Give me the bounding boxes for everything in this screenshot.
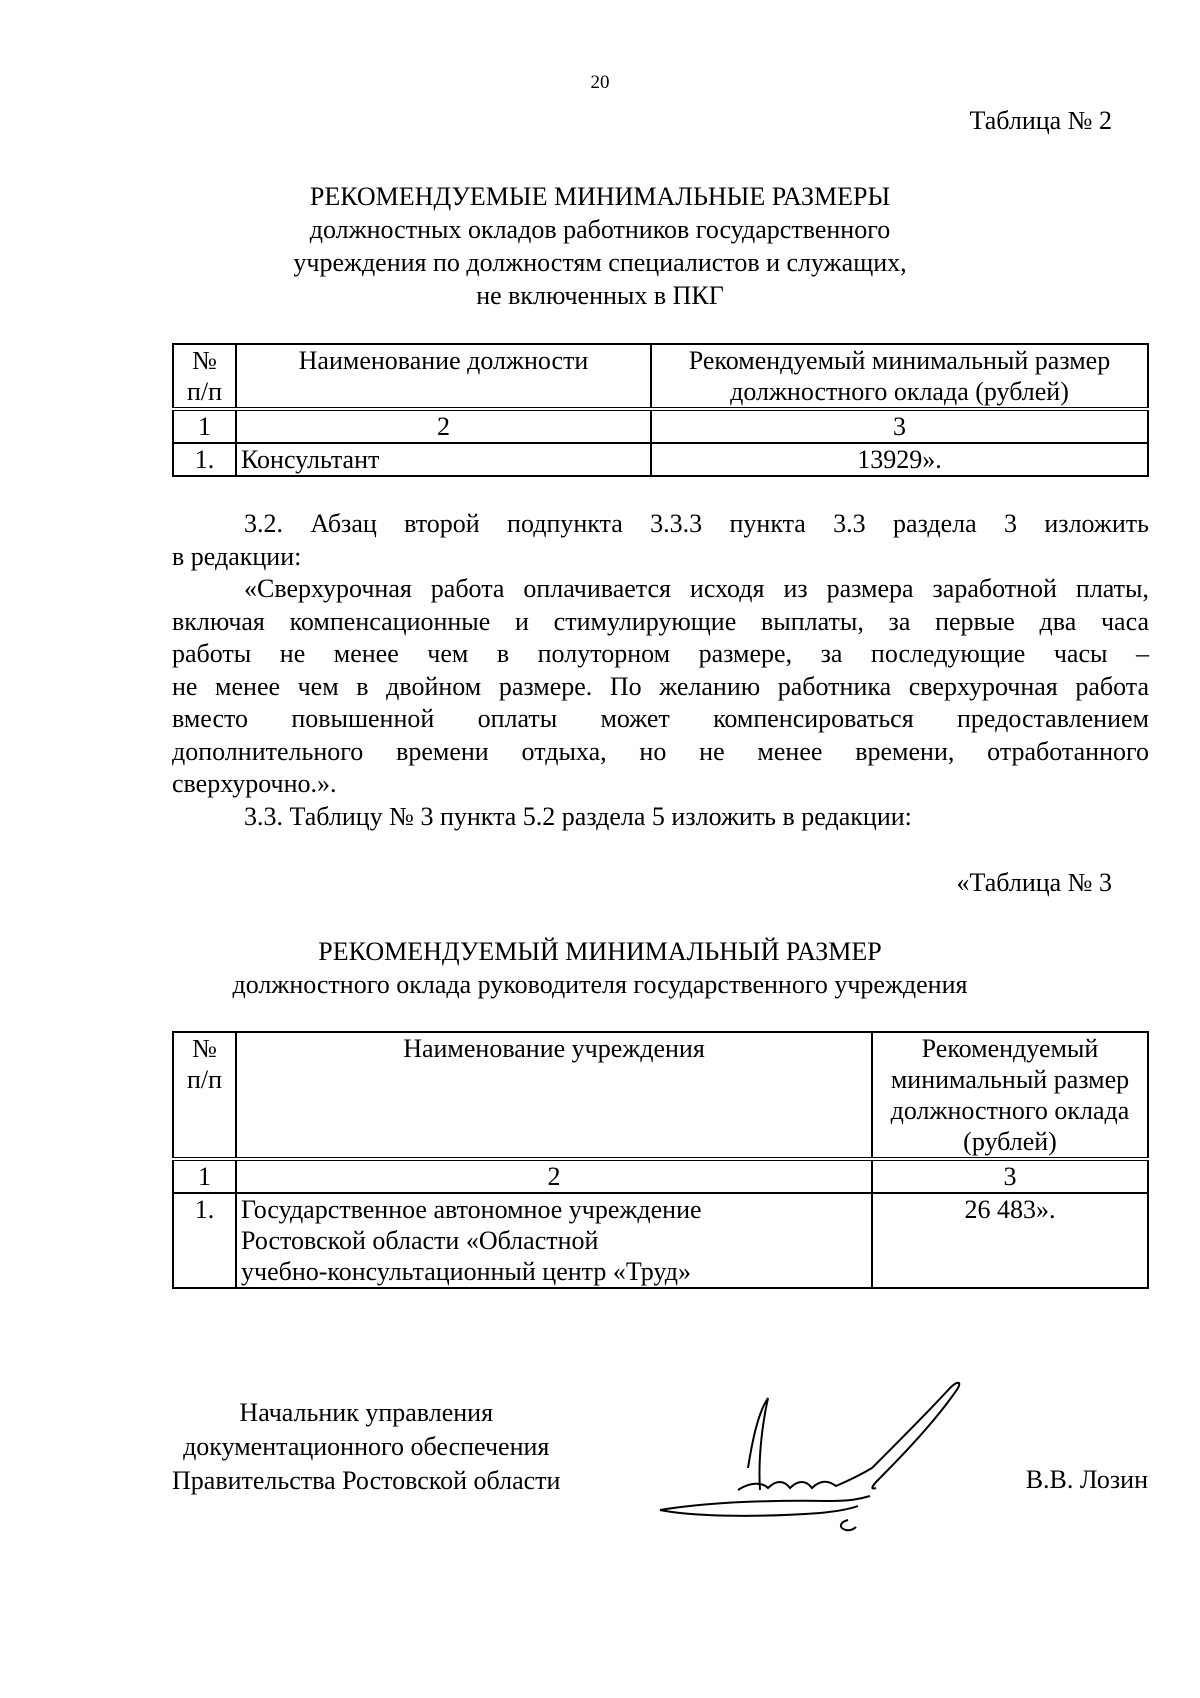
table-row	[173, 443, 1148, 476]
table3-header-row	[173, 1032, 1148, 1159]
table-col-number: 1	[173, 1159, 236, 1193]
institution-name-line: Ростовской области «Областной	[241, 1226, 599, 1255]
header-salary-line: минимальный размер	[890, 1065, 1130, 1094]
table3-header-num	[173, 1032, 236, 1159]
table2-header-num	[173, 344, 236, 409]
row-position-name: Консультант	[236, 443, 651, 476]
table3-heading-line: РЕКОМЕНДУЕМЫЙ МИНИМАЛЬНЫЙ РАЗМЕР	[318, 937, 882, 966]
table3	[172, 1031, 1149, 1289]
quote-line: включая компенсационные и стимулирующие выплаты, за первые два часа	[172, 606, 1149, 636]
table2-caption: Таблица № 2	[969, 106, 1112, 135]
table2-heading-line: учреждения по должностям специалистов и служащих,	[293, 248, 907, 277]
table2-heading-line: не включенных в ПКГ	[476, 281, 724, 310]
quote-line: не менее чем в двойном размере. По желанию работника сверхурочная работа	[172, 671, 1149, 701]
page-number: 20	[590, 72, 610, 93]
table-col-number: 1	[173, 409, 236, 443]
row-num: 1.	[173, 1193, 236, 1288]
quote-line: дополнительного времени отдыха, но не менее времени, отработанного	[172, 736, 1149, 766]
header-num-abbr: п/п	[186, 1065, 223, 1094]
table-col-number: 3	[651, 409, 1148, 443]
signer-position-line: документационного обеспечения	[183, 1432, 550, 1461]
institution-name-line: Государственное автономное учреждение	[241, 1195, 702, 1224]
paragraph-3-3: 3.3. Таблицу № 3 пункта 5.2 раздела 5 изложить в редакции:	[244, 801, 912, 831]
signer-name: В.В. Лозин	[1025, 1465, 1148, 1494]
handwritten-signature	[650, 1370, 990, 1545]
table2-colnum-row	[173, 409, 1148, 443]
table2-header-row	[173, 344, 1148, 409]
table3-heading-line: должностного оклада руководителя государственного учреждения	[232, 970, 968, 999]
row-num: 1.	[173, 443, 236, 476]
header-salary-line: Рекомендуемый	[921, 1034, 1099, 1063]
signer-position	[172, 1396, 560, 1498]
table2-heading-line: РЕКОМЕНДУЕМЫЕ МИНИМАЛЬНЫЕ РАЗМЕРЫ	[309, 182, 891, 211]
header-num-abbr: п/п	[186, 377, 223, 406]
body-paragraphs	[172, 508, 1149, 833]
row-institution-name	[236, 1193, 872, 1288]
header-salary-line: Рекомендуемый минимальный размер	[688, 346, 1111, 375]
header-salary-line: (рублей)	[963, 1127, 1057, 1156]
signer-position-line: Начальник управления	[239, 1398, 494, 1427]
table2-header-name: Наименование должности	[236, 344, 651, 409]
header-num-symbol: №	[192, 346, 217, 375]
table3-colnum-row	[173, 1159, 1148, 1193]
table-col-number: 2	[236, 409, 651, 443]
institution-name-line: учебно-консультационный центр «Труд»	[241, 1257, 691, 1286]
quote-line: работы не менее чем в полуторном размере, за последующие часы –	[172, 639, 1149, 668]
header-salary-line: должностного оклада (рублей)	[730, 377, 1069, 406]
paragraph-3-2-line: в редакции:	[172, 541, 302, 571]
table2-heading	[0, 180, 1200, 312]
table2-header-salary	[651, 344, 1148, 409]
table3-heading	[0, 935, 1200, 1001]
quote-line: сверхурочно.».	[172, 769, 337, 798]
header-salary-line: должностного оклада	[890, 1096, 1130, 1125]
quote-line: вместо повышенной оплаты может компенсироваться предоставлением	[172, 704, 1149, 733]
quote-line: «Сверхурочная работа оплачивается исходя из размера заработной платы,	[244, 574, 1149, 603]
table-col-number: 3	[872, 1159, 1148, 1193]
row-salary: 26 483».	[872, 1193, 1148, 1288]
signer-position-line: Правительства Ростовской области	[172, 1466, 561, 1495]
table3-header-name: Наименование учреждения	[236, 1032, 872, 1159]
table3-caption: «Таблица № 3	[956, 868, 1112, 897]
row-salary: 13929».	[651, 443, 1148, 476]
header-num-symbol: №	[192, 1034, 217, 1063]
paragraph-3-2-line: 3.2. Абзац второй подпункта 3.3.3 пункта 3.3 раздела 3 изложить	[244, 509, 1149, 538]
table2	[172, 343, 1149, 477]
table3-header-salary	[872, 1032, 1148, 1159]
table2-heading-line: должностных окладов работников государственного	[309, 215, 891, 244]
table-col-number: 2	[236, 1159, 872, 1193]
table-row	[173, 1193, 1148, 1288]
